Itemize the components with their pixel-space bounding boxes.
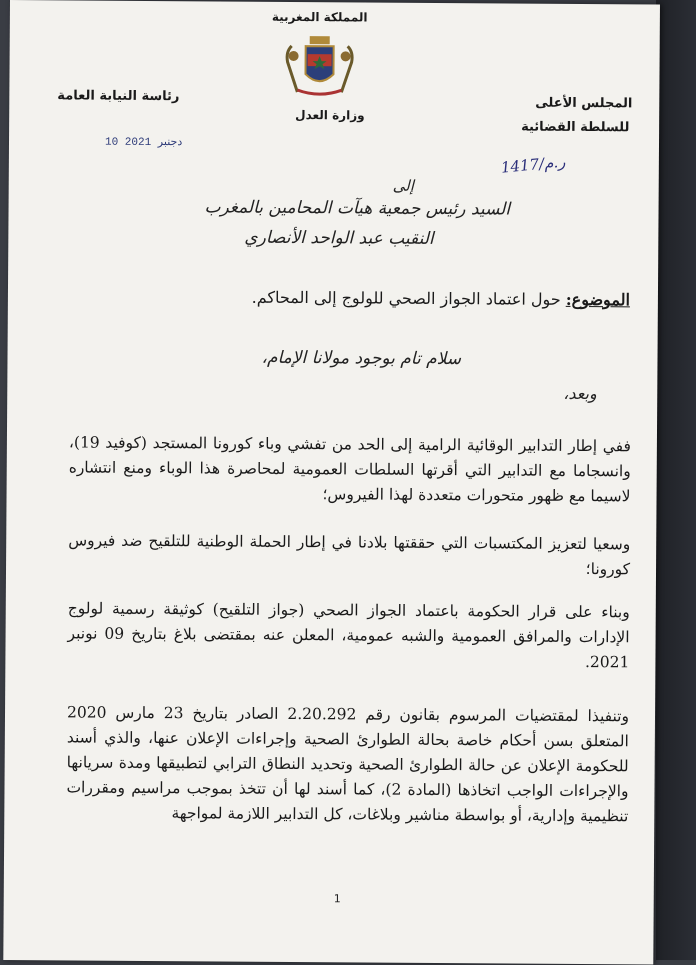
greeting: سلام تام بوجود مولانا الإمام، bbox=[261, 347, 462, 370]
paragraph-3: وبناء على قرار الحكومة باعتماد الجواز الصحي (جواز التلقيح) كوثيقة رسمية لولوج الإدارات والمرافق العمومية والشبه عمومية، المعلن عنه بمقتضى بلاغ بتاريخ 09 نونبر 2021. bbox=[67, 599, 630, 672]
background-edge bbox=[656, 0, 696, 960]
subject-line bbox=[246, 288, 630, 310]
paragraph-1: ففي إطار التدابير الوقائية الرامية إلى الحد من تفشي وباء كورونا المستجد (كوفيد 19)، وانسجاما مع التدابير التي أقرتها السلطات العمومية لمحاصرة هذا الوباء ومنع انتشاره لاسيما مع ظهور متحورات متعددة لهذا الفيروس؛ bbox=[68, 433, 631, 506]
paragraph-4: وتنفيذا لمقتضيات المرسوم بقانون رقم 2.20.292 الصادر بتاريخ 23 مارس 2020 المتعلق بسن أحكام خاصة بحالة الطوارئ الصحية وإجراءات الإعلان عنها، والذي أسند للحكومة الإعلان عن حالة الطوارئ الصحية وتحديد النطاق الترابي لتطبيقها ومدة سريانها والإجراءات الواجب اتخاذها (المادة 2)، كما أسند لها أن تتخذ بموجب مراسيم ومقررات تنظيمية وإدارية، أو بواسطة مناشير وبلاغات، كل التدابير اللازمة لمواجهة bbox=[66, 703, 630, 826]
paragraph-2: وسعيا لتعزيز المكتسبات التي حققتها بلادنا في إطار الحملة الوطنية للتلقيح ضد فيروس كورونا؛ bbox=[68, 531, 631, 579]
document-page bbox=[3, 0, 660, 965]
recipient-line2: النقيب عبد الواحد الأنصاري bbox=[244, 227, 434, 249]
date-stamp: 10 دجنبر 2021 bbox=[104, 136, 183, 150]
page-number: 1 bbox=[333, 892, 341, 906]
ministry-title: وزارة العدل bbox=[295, 107, 365, 123]
kingdom-title: المملكة المغربية bbox=[271, 9, 368, 25]
subject-text: حول اعتماد الجواز الصحي للولوج إلى المحاكم. bbox=[251, 287, 561, 309]
council-title-line2: للسلطة القضائية bbox=[521, 119, 630, 136]
after-greeting: وبعد، bbox=[563, 383, 597, 404]
recipient-line1: السيد رئيس جمعية هيآت المحامين بالمغرب bbox=[204, 197, 511, 220]
royal-emblem-icon bbox=[277, 32, 361, 101]
subject-label: الموضوع: bbox=[565, 289, 630, 310]
council-title-line1: المجلس الأعلى bbox=[535, 95, 633, 112]
reference-number: 1417/ر.م bbox=[500, 152, 567, 177]
to-label: إلى bbox=[392, 176, 415, 195]
presidency-title: رئاسة النيابة العامة bbox=[57, 88, 180, 105]
